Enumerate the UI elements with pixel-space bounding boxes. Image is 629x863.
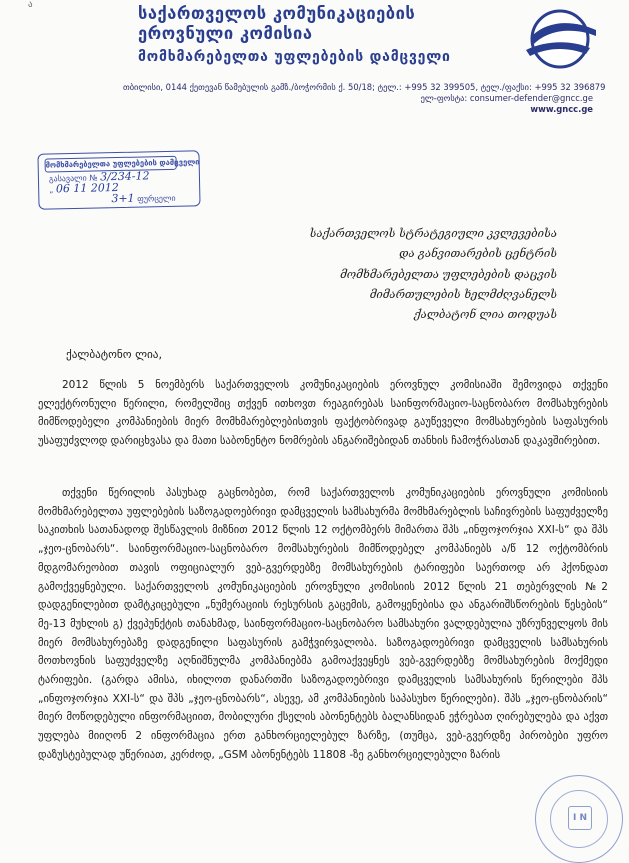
- recipient-block: [310, 224, 557, 325]
- corner-mark: ა: [28, 0, 33, 10]
- body-paragraph-2: თქვენი წერილის პასუხად გაცნობებთ, რომ საქართველოს კომუნიკაციების ეროვნული კომისიის მომხმარებელთა უფლებების საზოგადოებრივი დამცველის სამსახურმა მომხმარებლის საჩივრების საფუძველზე საკითხის სათანადოდ შესწავლის მიზნით 2012 წლის 12 ოქტომბერს მიმართა შპს „ინფოჯორჯია XXI-ს“ და შპს „ჯეო-ცნობარს“. საინფორმაციო-საცნობარო მომსახურების მიმწოდებელ კომპანიებს ა/წ 12 ოქტომბრის მდგომარეობით თავის ოფიციალურ ვებ-გვერდებზე მომსახურების ტარიფები საერთოდ არ ჰქონდათ გამოქვეყნებული. საქართველოს კომუნიკაციების ეროვნული კომისიის 2012 წლის 21 თებერვლის №2 დადგენილებით დამტკიცებული „ნუმერაციის რესურსის გაცემის, გამოყენებისა და ანგარიშსწორების წესების“ მე-13 მუხლის გ) ქვეპუნქტის თანახმად, საინფორმაციო-საცნობარო სამსახური ვალდებულია უზრუნველყოს მის მიერ მომსახურებაზე დადგენილი საფასურის გამჭვირვალობა. საზოგადოებრივი დამცველის სამსახურის მოთხოვნის საფუძველზე აღნიშნულმა კომპანიებმა გამოაქვეყნეს ვებ-გვერდებზე მომსახურების მოქმედი ტარიფები. (გარდა ამისა, იხილოთ დანართში საზოგადოებრივი დამცველის სამსახურის წერილები შპს „ინფოჯორჯია XXI-ს“ და შპს „ჯეო-ცნობარს“, ასევე, ამ კომპანიების საპასუხო წერილები). შპს „ჯეო-ცნობარის“ მიერ მოწოდებული ინფორმაციით, მობილური ქსელის აბონენტებს ბალანსიდან ეჭრებათ ღირებულება და აქვთ უფლება მიიღონ 2 ინფორმაცია ერთ განხორციელებულ ზარზე, (თუმცა, ვებ-გვერდზე პირობები უფრო დაზუსტებულად უწერიათ, კერძოდ, „GSM აბონენტებს 11808 -ზე განხორციელებული ზარის: [38, 487, 608, 761]
- stamp-date: 06 11 2012: [55, 181, 119, 196]
- website-line: www.gncc.ge: [530, 104, 593, 114]
- round-seal-mark: I N: [568, 806, 592, 830]
- stamp-date-label: „: [49, 185, 54, 195]
- stamp-pages-label: ფურცელი: [137, 193, 176, 204]
- recipient-line: და განვითარების ცენტრის: [399, 247, 557, 261]
- registration-stamp-title: მომხმარებელთა უფლებების დამცველი: [45, 156, 177, 173]
- address-line: თბილისი, 0144 ქეთევან წამებულის გამზ./ბოჭორმის ქ. 50/18; ტელ.: +995 32 399505, ტელ./ფაქსი: +995 32 396879: [123, 82, 606, 92]
- recipient-line: მომხმარებელთა უფლებების დაცვის: [340, 267, 557, 281]
- body-paragraph-1: 2012 წლის 5 ნოემბერს საქართველოს კომუნიკაციების ეროვნულ კომისიაში შემოვიდა თქვენი ელექტრონული წერილი, რომელშიც თქვენ ითხოვთ რეაგირებას საინფორმაციო-საცნობარო მომსახურების მიმწოდებელი კომპანიების მიერ მომხმარებლებისთვის ფაქტობრივად გაუწეველი მომსახურების საფასურის უსაფუძვლოდ დარიცხვასა და მათი საბონენტო ნომრების ანგარიშებიდან თანხის ჩამოჭრასთან დაკავშირებით.: [38, 379, 608, 448]
- organization-header: [138, 4, 518, 67]
- recipient-line: მიმართულების ხელმძღვანელს: [369, 287, 557, 301]
- gncc-logo-icon: [520, 6, 600, 72]
- stamp-pages: 3+1: [111, 191, 135, 206]
- org-name-line-2: ეროვნული კომისია: [138, 24, 313, 43]
- stamp-number-label: გასავალი №: [48, 173, 98, 184]
- recipient-line: საქართველოს სტრატეგიული კვლევებისა: [309, 227, 557, 240]
- round-seal-stamp: [535, 775, 623, 863]
- contact-block: [123, 82, 606, 115]
- registration-stamp: [37, 150, 200, 209]
- stamp-pages-row: [111, 191, 175, 205]
- org-subtitle: მომხმარებელთა უფლებების დამცველი: [138, 49, 451, 65]
- stamp-number: 3/234-12: [99, 169, 150, 184]
- salutation: ქალბატონო ლია,: [66, 348, 163, 361]
- email-line: ელ-ფოსტა: consumer-defender@gncc.ge: [420, 93, 593, 103]
- recipient-line: ქალბატონ ლია თოდუას: [414, 308, 557, 322]
- org-name-line-1: საქართველოს კომუნიკაციების: [138, 4, 416, 23]
- stamp-date-row: [49, 181, 119, 195]
